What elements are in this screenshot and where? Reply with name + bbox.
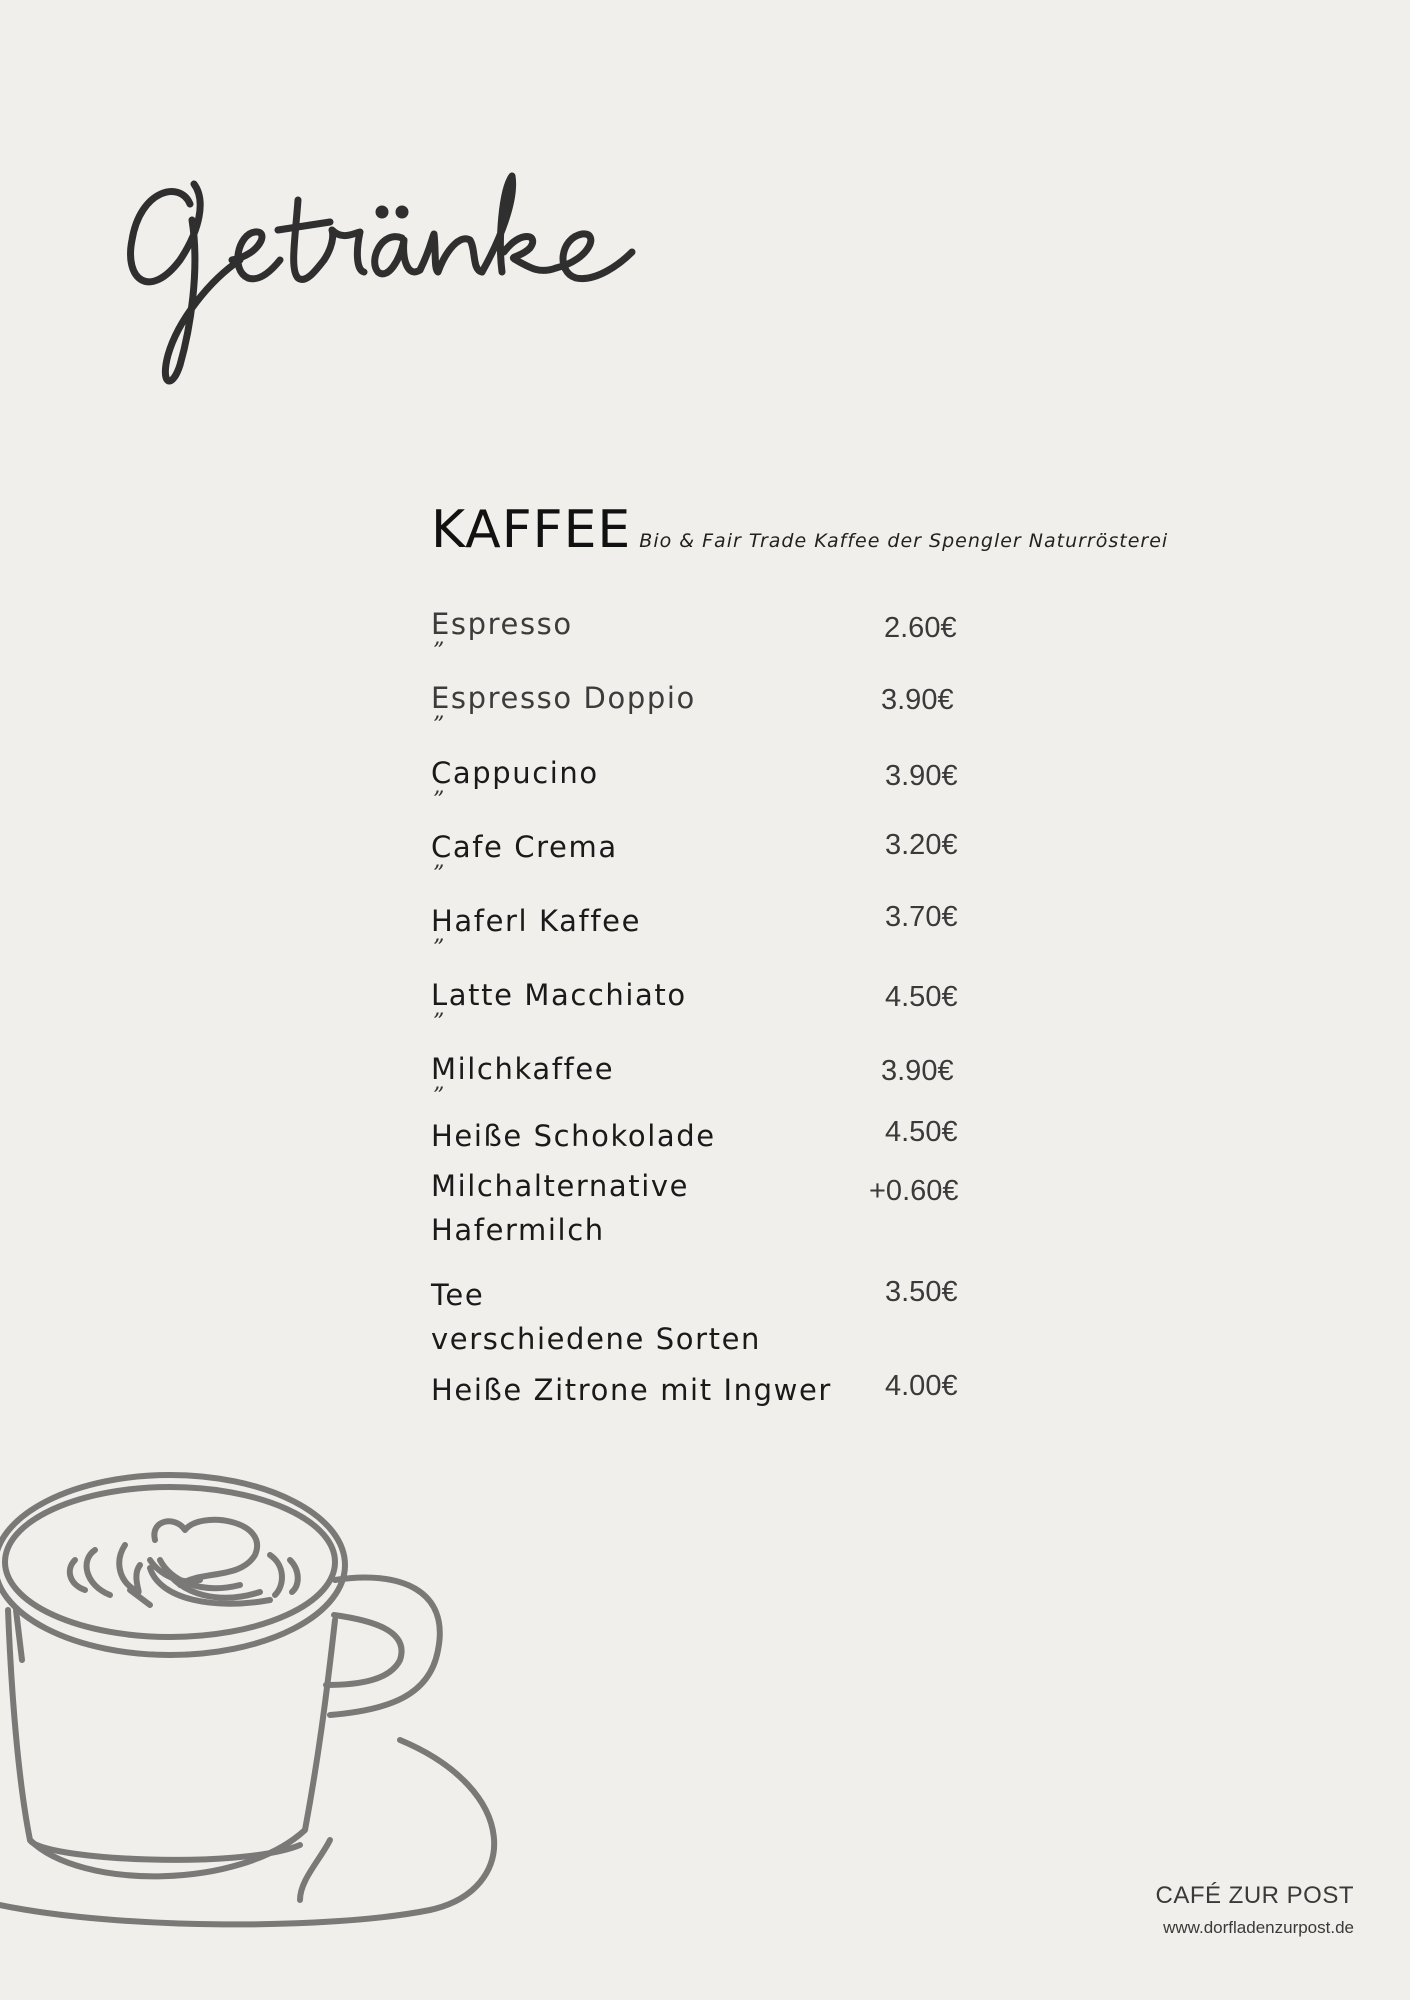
ditto-mark: ” (433, 713, 445, 738)
menu-item-name: Milchkaffee (431, 1052, 615, 1086)
menu-item-name: Milchalternative (431, 1169, 690, 1203)
ditto-mark: ” (433, 788, 445, 813)
menu-item-price: 3.70€ (885, 901, 958, 933)
menu-item-price: 3.90€ (881, 1055, 954, 1087)
section-subtitle: Bio & Fair Trade Kaffee der Spengler Naturrösterei (639, 530, 1169, 552)
website-link[interactable]: www.dorfladenzurpost.de (1163, 1918, 1354, 1937)
menu-item-name: Espresso Doppio (431, 681, 696, 715)
menu-item-subtitle: Hafermilch (431, 1213, 605, 1247)
menu-item-name: Espresso (431, 607, 573, 641)
ditto-mark: ” (433, 1084, 445, 1109)
menu-item-price: 4.00€ (885, 1370, 958, 1402)
ditto-mark: ” (433, 1010, 445, 1035)
menu-item-name: Cappucino (431, 756, 599, 790)
menu-item-price: 3.20€ (885, 829, 958, 861)
menu-item-name: Haferl Kaffee (431, 904, 642, 938)
menu-item-subtitle: verschiedene Sorten (431, 1322, 762, 1356)
menu-item-name: Latte Macchiato (431, 978, 687, 1012)
menu-item-price: 3.90€ (885, 760, 958, 792)
menu-item-price: 4.50€ (885, 981, 958, 1013)
cafe-name: CAFÉ ZUR POST (1155, 1882, 1354, 1909)
menu-item-name: Heiße Schokolade (431, 1119, 716, 1153)
menu-item-name: Cafe Crema (431, 830, 618, 864)
ditto-mark: ” (433, 862, 445, 887)
getraenke-script-title (120, 160, 740, 400)
menu-item-price: 3.50€ (885, 1276, 958, 1308)
menu-item-price: 3.90€ (881, 684, 954, 716)
footer (1155, 1882, 1354, 1938)
menu-item-name: Tee (431, 1278, 485, 1312)
section-heading (431, 500, 1168, 560)
menu-item-price: 4.50€ (885, 1116, 958, 1148)
ditto-mark: ” (433, 936, 445, 961)
section-title: KAFFEE (431, 500, 632, 560)
coffee-cup-illustration (0, 1460, 540, 1970)
menu-item-price: +0.60€ (869, 1175, 959, 1207)
menu-item-name: Heiße Zitrone mit Ingwer (431, 1373, 832, 1407)
menu-item-price: 2.60€ (884, 612, 957, 644)
ditto-mark: ” (433, 639, 445, 664)
